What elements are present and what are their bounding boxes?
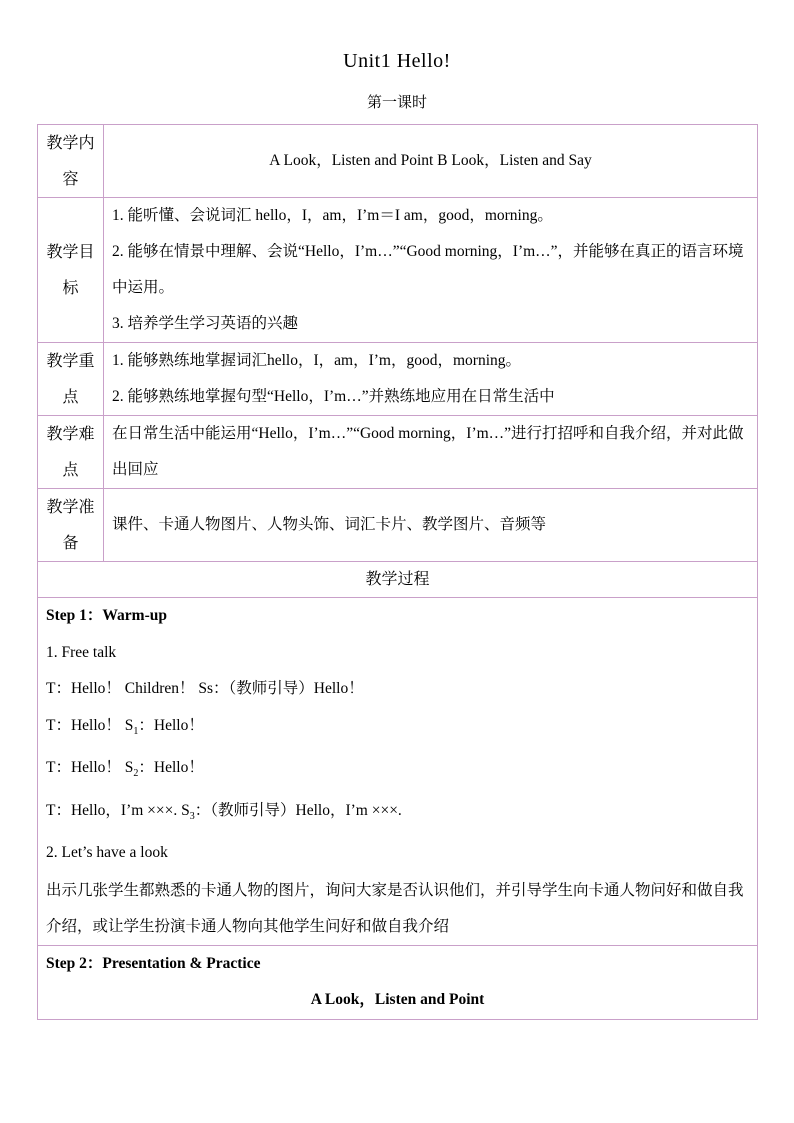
step2-title: Step 2：Presentation & Practice bbox=[46, 954, 261, 972]
step1-title: Step 1：Warm-up bbox=[46, 607, 167, 624]
objective-3: 3. 培养学生学习英语的兴趣 bbox=[112, 315, 299, 332]
label-difficulties: 教学难点 bbox=[38, 416, 104, 489]
objective-2: 2. 能够在情景中理解、会说“Hello，I’m…”“Good morning，I’m…”，并能够在真正的语言环境中运用。 bbox=[112, 243, 744, 296]
value-preparation: 课件、卡通人物图片、人物头饰、词汇卡片、教学图片、音频等 bbox=[104, 489, 758, 562]
keypoint-2: 2. 能够熟练地掌握句型“Hello，I’m…”并熟练地应用在日常生活中 bbox=[112, 388, 555, 405]
step2-subtitle: A Look，Listen and Point bbox=[310, 991, 485, 1009]
value-objectives bbox=[104, 198, 758, 343]
value-keypoints bbox=[104, 343, 758, 416]
row-process-header bbox=[38, 562, 758, 598]
lesson-plan-table bbox=[37, 124, 758, 1020]
label-keypoints: 教学重点 bbox=[38, 343, 104, 416]
row-preparation bbox=[38, 489, 758, 562]
look-heading: 2. Let’s have a look bbox=[46, 844, 168, 862]
row-difficulties bbox=[38, 416, 758, 489]
dialog-line-4: T：Hello，I’m ×××. $S_3$：（教师引导）Hello，I’m ×××. bbox=[46, 801, 402, 822]
lesson-period: 第一课时 bbox=[366, 93, 427, 111]
row-keypoints bbox=[38, 343, 758, 416]
step2-block bbox=[38, 945, 758, 1019]
label-preparation: 教学准备 bbox=[38, 489, 104, 562]
label-objectives: 教学目标 bbox=[38, 198, 104, 343]
value-difficulties: 在日常生活中能运用“Hello，I’m…”“Good morning，I’m…”进行打招呼和自我介绍，并对此做出回应 bbox=[104, 416, 758, 489]
row-content bbox=[38, 125, 758, 198]
document-title: Unit1 Hello! bbox=[343, 50, 451, 72]
look-description: 出示几张学生都熟悉的卡通人物的图片，询问大家是否认识他们，并引导学生向卡通人物问好和做自我介绍，或让学生扮演卡通人物向其他学生问好和做自我介绍 bbox=[46, 880, 744, 936]
label-content: 教学内容 bbox=[38, 125, 104, 198]
keypoint-1: 1. 能够熟练地掌握词汇hello，I，am，I’m，good，morning。 bbox=[112, 352, 521, 369]
free-talk-heading: 1. Free talk bbox=[46, 643, 117, 661]
row-step1 bbox=[38, 598, 758, 946]
row-objectives bbox=[38, 198, 758, 343]
objective-1: 1. 能听懂、会说词汇 hello，I，am，I’m＝I am，good，morning。 bbox=[112, 207, 553, 224]
dialog-line-1: T：Hello！ Children！ Ss：（教师引导）Hello！ bbox=[46, 680, 364, 697]
row-step2 bbox=[38, 945, 758, 1019]
value-content: A Look，Listen and Point B Look，Listen and Say bbox=[104, 125, 758, 198]
dialog-line-3: T：Hello！ $S_2$：Hello！ bbox=[46, 759, 204, 780]
process-header: 教学过程 bbox=[38, 562, 758, 598]
step1-block bbox=[38, 598, 758, 946]
dialog-line-2: T：Hello！ $S_1$：Hello！ bbox=[46, 716, 204, 737]
